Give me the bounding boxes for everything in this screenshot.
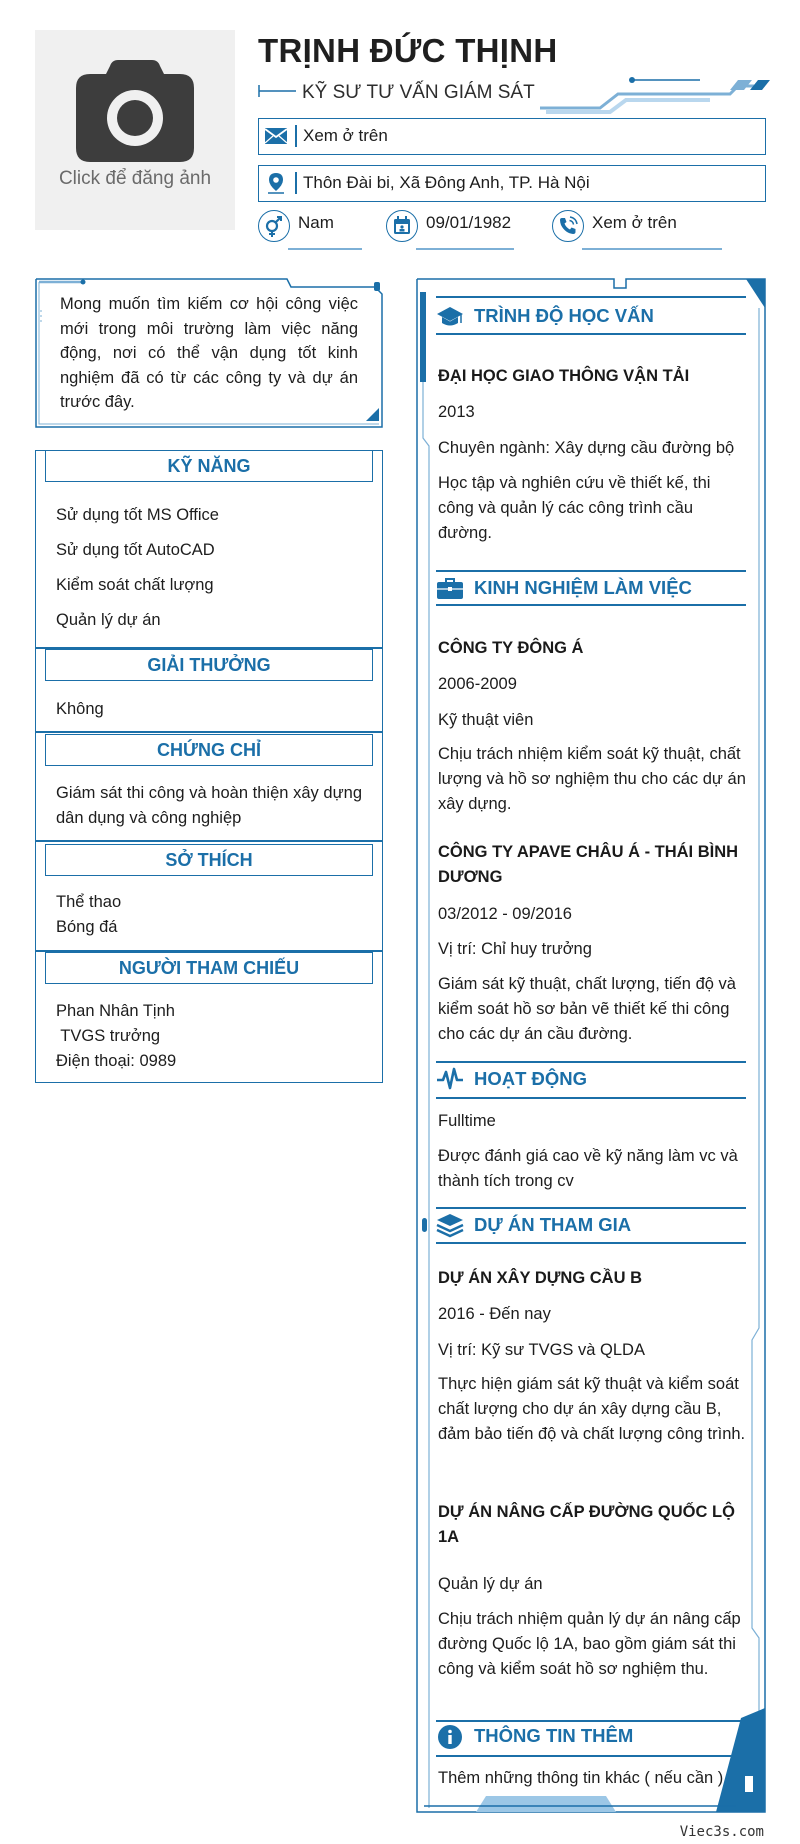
- divider: [436, 1720, 746, 1722]
- skills-heading: KỸ NĂNG: [45, 450, 373, 482]
- skill-item: Sử dụng tốt MS Office: [56, 506, 219, 524]
- project-name: DỰ ÁN XÂY DỰNG CẦU B: [438, 1269, 643, 1287]
- info-icon: [436, 1724, 464, 1750]
- birthday-value[interactable]: 09/01/1982: [426, 213, 512, 232]
- phone-icon-circle: [552, 210, 584, 242]
- project-description: Thực hiện giám sát kỹ thuật và kiểm soát chất lượng cho dự án xây dựng cầu B, đảm bảo tiến độ và chất lượng công trình.: [438, 1375, 746, 1443]
- header-decoration: [540, 74, 770, 114]
- divider: [436, 1097, 746, 1099]
- email-row: [258, 118, 766, 155]
- skill-item: Quản lý dự án: [56, 611, 161, 629]
- job-period: 2006-2009: [438, 675, 517, 693]
- email-value[interactable]: Xem ở trên: [303, 126, 388, 145]
- job-company: CÔNG TY APAVE CHÂU Á - THÁI BÌNH DƯƠNG: [438, 843, 739, 886]
- extra-heading: THÔNG TIN THÊM: [474, 1725, 634, 1746]
- certificates-heading: CHỨNG CHỈ: [45, 734, 373, 766]
- divider: [436, 1061, 746, 1063]
- gender-value[interactable]: Nam: [298, 213, 334, 232]
- job-company: CÔNG TY ĐÔNG Á: [438, 639, 584, 657]
- reference-line: Phan Nhân Tịnh: [56, 1002, 175, 1020]
- activities-heading: HOẠT ĐỘNG: [474, 1068, 588, 1089]
- address-row: [258, 165, 766, 202]
- experience-heading: KINH NGHIỆM LÀM VIỆC: [474, 577, 692, 598]
- skill-item: Sử dụng tốt AutoCAD: [56, 541, 215, 559]
- divider: [436, 604, 746, 606]
- career-objective: Mong muốn tìm kiếm cơ hội công việc mới trong môi trường làm việc năng động, nơi có thể vận dụng tốt kinh nghiệm đã có từ các công ty và dự án trước đây.: [60, 295, 358, 411]
- divider: [436, 1755, 746, 1757]
- job-title: KỸ SƯ TƯ VẤN GIÁM SÁT: [302, 82, 535, 103]
- education-major: Chuyên ngành: Xây dựng cầu đường bộ: [438, 439, 735, 457]
- activity-type: Fulltime: [438, 1112, 496, 1130]
- project-role: Quản lý dự án: [438, 1575, 543, 1593]
- divider: [436, 1207, 746, 1209]
- job-period: 03/2012 - 09/2016: [438, 905, 572, 923]
- birthday-underline: [416, 248, 514, 250]
- candidate-name: TRỊNH ĐỨC THỊNH: [258, 32, 558, 69]
- project-period: 2016 - Đến nay: [438, 1305, 551, 1323]
- reference-line: Điện thoại: 0989: [56, 1052, 177, 1070]
- layers-icon: [436, 1212, 464, 1238]
- title-line-decoration: [258, 84, 298, 98]
- project-name: DỰ ÁN NÂNG CẤP ĐƯỜNG QUỐC LỘ 1A: [438, 1503, 735, 1546]
- camera-icon: [76, 60, 194, 162]
- activity-description: Được đánh giá cao về kỹ năng làm vc và thành tích trong cv: [438, 1147, 738, 1190]
- divider: [436, 570, 746, 572]
- extra-text: Thêm những thông tin khác ( nếu cần ): [438, 1769, 724, 1787]
- education-heading: TRÌNH ĐỘ HỌC VẤN: [474, 305, 654, 326]
- awards-text: Không: [56, 700, 104, 718]
- birthday-icon-circle: [386, 210, 418, 242]
- job-description: Chịu trách nhiệm kiểm soát kỹ thuật, chất lượng và hồ sơ nghiệm thu cho các dự án xây dựng.: [438, 745, 746, 813]
- phone-value[interactable]: Xem ở trên: [592, 213, 677, 232]
- skill-item: Kiểm soát chất lượng: [56, 576, 214, 594]
- certificates-text: Giám sát thi công và hoàn thiện xây dựng dân dụng và công nghiệp: [56, 784, 362, 827]
- project-description: Chịu trách nhiệm quản lý dự án nâng cấp đường Quốc lộ 1A, bao gồm giám sát thi công và kiểm soát hồ sơ nghiệm thu.: [438, 1610, 741, 1678]
- briefcase-icon: [436, 576, 464, 602]
- hobbies-heading: SỞ THÍCH: [45, 844, 373, 876]
- education-year: 2013: [438, 403, 475, 421]
- graduation-cap-icon: [436, 304, 464, 330]
- divider: [436, 1242, 746, 1244]
- job-role: Kỹ thuật viên: [438, 711, 534, 729]
- location-pin-icon: [263, 172, 289, 194]
- photo-caption[interactable]: Click để đăng ảnh: [58, 168, 212, 189]
- calendar-icon: [387, 211, 417, 241]
- education-school: ĐẠI HỌC GIAO THÔNG VẬN TẢI: [438, 367, 690, 385]
- projects-heading: DỰ ÁN THAM GIA: [474, 1214, 632, 1235]
- divider: [436, 333, 746, 335]
- references-heading: NGƯỜI THAM CHIẾU: [45, 952, 373, 984]
- job-description: Giám sát kỹ thuật, chất lượng, tiến độ và kiểm soát hồ sơ bản vẽ thiết kế thi công cho các dự án cầu đường.: [438, 975, 736, 1043]
- job-role: Vị trí: Chỉ huy trưởng: [438, 940, 592, 958]
- address-value[interactable]: Thôn Đài bi, Xã Đông Anh, TP. Hà Nội: [303, 173, 590, 192]
- phone-underline: [582, 248, 722, 250]
- reference-line: TVGS trưởng: [56, 1027, 161, 1045]
- gender-underline: [288, 248, 362, 250]
- separator: [295, 172, 297, 194]
- education-description: Học tập và nghiên cứu về thiết kế, thi công và quản lý các công trình cầu đường.: [438, 474, 711, 542]
- gender-icon: [259, 211, 289, 241]
- gender-icon-circle: [258, 210, 290, 242]
- brand-watermark: Viec3s.com: [679, 1824, 764, 1840]
- hobby-item: Bóng đá: [56, 918, 118, 936]
- envelope-icon: [263, 125, 289, 147]
- awards-heading: GIẢI THƯỞNG: [45, 649, 373, 681]
- project-role: Vị trí: Kỹ sư TVGS và QLDA: [438, 1341, 645, 1359]
- separator: [295, 125, 297, 147]
- phone-icon: [553, 211, 583, 241]
- divider: [436, 296, 746, 298]
- heartbeat-icon: [436, 1066, 464, 1092]
- hobby-item: Thể thao: [56, 893, 122, 911]
